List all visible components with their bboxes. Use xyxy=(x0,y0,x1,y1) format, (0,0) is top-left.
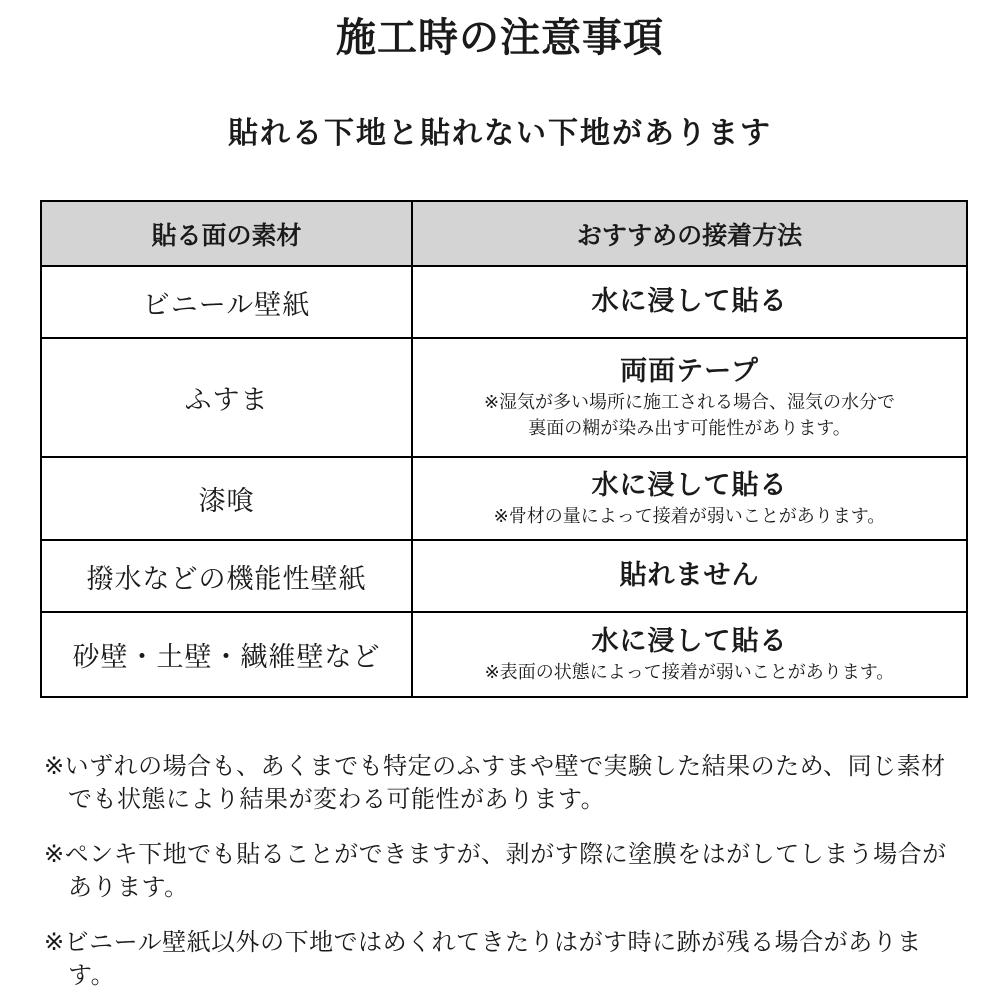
footnote: ※ビニール壁紙以外の下地ではめくれてきたりはがす時に跡が残る場合があります。 xyxy=(44,929,922,989)
table-row xyxy=(41,338,967,457)
page-title: 施工時の注意事項 xyxy=(336,14,664,61)
note-line: ※湿気が多い場所に施工される場合、湿気の水分で xyxy=(483,391,896,412)
subtitle: 貼れる下地と貼れない下地があります xyxy=(228,117,772,150)
material-cell: ビニール壁紙 xyxy=(41,266,412,338)
footnote: ※ペンキ下地でも貼ることができますが、剥がす際に塗膜をはがしてしまう場合があります。 xyxy=(44,841,947,901)
method-text: 水に浸して貼る xyxy=(591,286,788,317)
method-note xyxy=(421,503,958,529)
table-row xyxy=(41,457,967,540)
method-cell xyxy=(412,266,967,338)
adhesion-methods-table xyxy=(40,200,968,698)
method-text: 水に浸して貼る xyxy=(591,625,788,656)
method-cell xyxy=(412,612,967,697)
material-cell: ふすま xyxy=(41,338,412,457)
note-line: 裏面の糊が染み出す可能性があります。 xyxy=(528,418,851,439)
method-note xyxy=(421,659,958,685)
method-text: 両面テープ xyxy=(620,355,759,386)
method-cell xyxy=(412,457,967,540)
table-row xyxy=(41,612,967,697)
header-method: おすすめの接着方法 xyxy=(412,201,967,266)
method-cell xyxy=(412,338,967,457)
method-cell xyxy=(412,540,967,612)
header-material: 貼る面の素材 xyxy=(41,201,412,266)
method-text: 水に浸して貼る xyxy=(591,469,788,500)
document xyxy=(0,14,1000,1000)
table-row xyxy=(41,266,967,338)
footnotes xyxy=(44,750,956,992)
note-line: ※骨材の量によって接着が弱いことがあります。 xyxy=(493,506,886,526)
method-text: 貼れません xyxy=(619,560,760,591)
table-row xyxy=(41,540,967,612)
note-line: ※表面の状態によって接着が弱いことがあります。 xyxy=(484,662,895,682)
material-cell: 漆喰 xyxy=(41,457,412,540)
table-header-row xyxy=(41,201,967,266)
footnote: ※いずれの場合も、あくまでも特定のふすまや壁で実験した結果のため、同じ素材でも状態により結果が変わる可能性があります。 xyxy=(44,753,946,813)
material-cell: 砂壁・土壁・繊維壁など xyxy=(41,612,412,697)
method-note xyxy=(421,389,958,441)
material-cell: 撥水などの機能性壁紙 xyxy=(41,540,412,612)
